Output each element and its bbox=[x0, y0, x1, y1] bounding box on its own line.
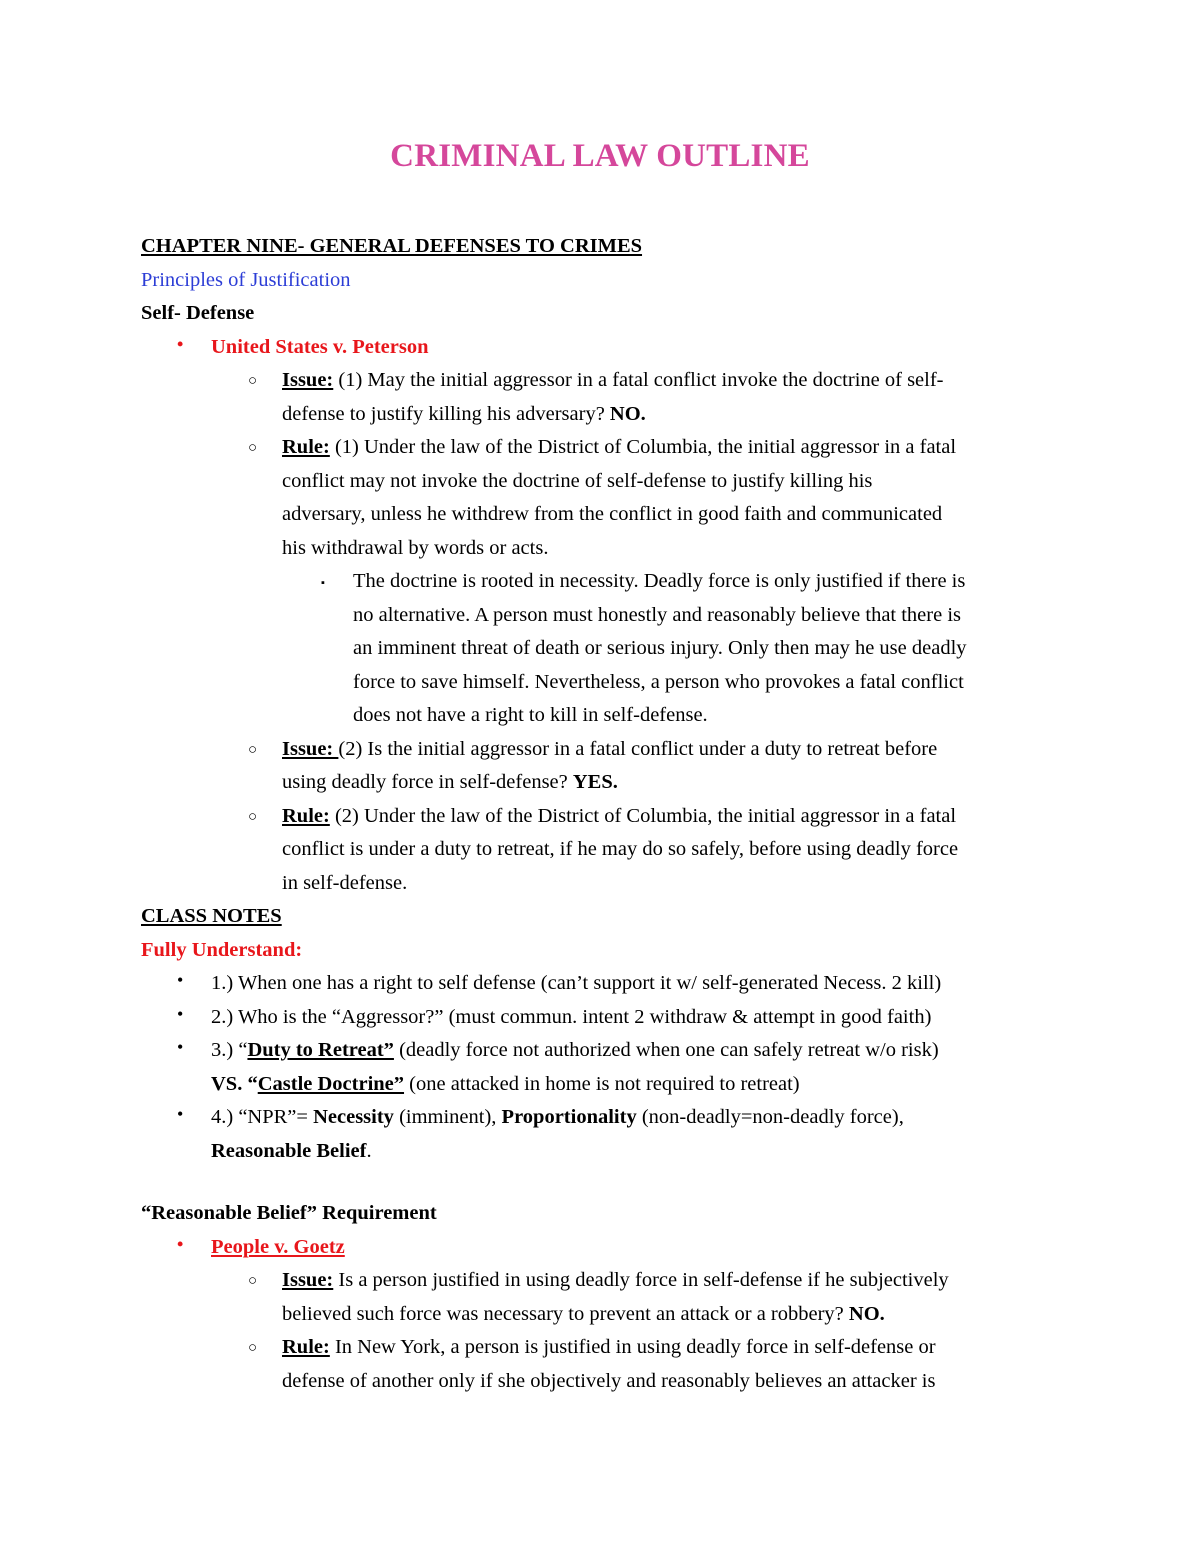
rule-2-cont: conflict is under a duty to retreat, if he may do so safely, before using deadly force bbox=[282, 838, 959, 860]
topic-heading: Self- Defense bbox=[141, 302, 255, 324]
note-line: no alternative. A person must honestly and reasonably believe that there is bbox=[353, 603, 962, 626]
goetz-issue-cont: believed such force was necessary to prevent an attack or a robbery? NO. bbox=[282, 1302, 885, 1325]
note-item-4-cont: Reasonable Belief. bbox=[211, 1139, 372, 1162]
chapter-heading: CHAPTER NINE- GENERAL DEFENSES TO CRIMES bbox=[141, 235, 643, 257]
goetz-rule-cont: defense of another only if she objectively and reasonably believes an attacker is bbox=[282, 1369, 936, 1392]
rule-1-cont: adversary, unless he withdrew from the conflict in good faith and communicated bbox=[282, 503, 943, 525]
bullet-circle-icon: ○ bbox=[248, 1340, 258, 1356]
bullet-square-icon: ▪ bbox=[321, 577, 325, 589]
issue-label: Issue: bbox=[282, 737, 339, 760]
bullet-circle-icon: ○ bbox=[248, 741, 258, 758]
issue-1: ○ Issue: (1) May the initial aggressor in a fatal conflict invoke the doctrine of self- bbox=[248, 369, 944, 391]
bullet-circle-icon: ○ bbox=[248, 808, 258, 825]
rule-label: Rule: bbox=[282, 436, 330, 458]
section-heading: Principles of Justification bbox=[141, 268, 351, 291]
bullet-dot-icon: • bbox=[177, 970, 184, 990]
class-notes-heading: CLASS NOTES bbox=[141, 905, 282, 927]
note-item-4: • 4.) “NPR”= Necessity (imminent), Proportionality (non-deadly=non-deadly force), bbox=[177, 1104, 904, 1128]
note-item-3: • 3.) “Duty to Retreat” (deadly force not authorized when one can safely retreat w/o risk) bbox=[177, 1037, 939, 1061]
bullet-dot-icon: • bbox=[177, 1003, 184, 1024]
bullet-dot-icon: • bbox=[177, 1037, 184, 1057]
note-line: ▪ The doctrine is rooted in necessity. Deadly force is only justified if there is bbox=[321, 570, 966, 592]
bullet-dot-icon: • bbox=[177, 1233, 184, 1254]
case-name-peterson: • United States v. Peterson bbox=[177, 333, 429, 358]
reasonable-belief-heading: “Reasonable Belief” Requirement bbox=[141, 1202, 437, 1224]
bullet-circle-icon: ○ bbox=[248, 440, 258, 456]
issue-label: Issue: bbox=[282, 369, 334, 391]
rule-1-cont: his withdrawal by words or acts. bbox=[282, 536, 549, 559]
bullet-circle-icon: ○ bbox=[248, 373, 258, 389]
answer: NO. bbox=[609, 402, 646, 425]
answer: NO. bbox=[848, 1302, 885, 1325]
bullet-dot-icon: • bbox=[177, 333, 184, 354]
document-body bbox=[141, 230, 1071, 1398]
bullet-circle-icon: ○ bbox=[248, 1273, 258, 1289]
note-line: force to save himself. Nevertheless, a person who provokes a fatal conflict bbox=[353, 670, 964, 693]
issue-2: ○ Issue: (2) Is the initial aggressor in a fatal conflict under a duty to retreat before bbox=[248, 737, 938, 760]
rule-label: Rule: bbox=[282, 804, 330, 827]
rule-1: ○ Rule: (1) Under the law of the District of Columbia, the initial aggressor in a fatal bbox=[248, 436, 957, 458]
rule-1-cont: conflict may not invoke the doctrine of self-defense to justify killing his bbox=[282, 469, 873, 492]
note-item-3-cont: VS. “Castle Doctrine” (one attacked in home is not required to retreat) bbox=[211, 1072, 800, 1095]
rule-2: ○ Rule: (2) Under the law of the District of Columbia, the initial aggressor in a fatal bbox=[248, 804, 957, 827]
case-name-goetz: • People v. Goetz bbox=[177, 1233, 345, 1258]
issue-label: Issue: bbox=[282, 1269, 334, 1291]
goetz-issue: ○ Issue: Is a person justified in using deadly force in self-defense if he subjectively bbox=[248, 1269, 949, 1291]
note-line: an imminent threat of death or serious injury. Only then may he use deadly bbox=[353, 637, 967, 659]
fully-understand-heading: Fully Understand: bbox=[141, 938, 303, 961]
note-line: does not have a right to kill in self-defense. bbox=[353, 704, 708, 726]
note-item-1: • 1.) When one has a right to self defense (can’t support it w/ self-generated Necess. 2 kill) bbox=[177, 970, 942, 994]
spacer bbox=[141, 1168, 1071, 1197]
issue-1-cont: defense to justify killing his adversary? NO. bbox=[282, 402, 646, 425]
issue-2-cont: using deadly force in self-defense? YES. bbox=[282, 771, 618, 793]
note-item-2: • 2.) Who is the “Aggressor?” (must commun. intent 2 withdraw & attempt in good faith) bbox=[177, 1003, 932, 1028]
rule-label: Rule: bbox=[282, 1336, 330, 1358]
rule-2-cont: in self-defense. bbox=[282, 871, 408, 894]
answer: YES. bbox=[572, 771, 618, 793]
document-title: CRIMINAL LAW OUTLINE bbox=[390, 138, 810, 174]
bullet-dot-icon: • bbox=[177, 1104, 184, 1124]
goetz-rule: ○ Rule: In New York, a person is justified in using deadly force in self-defense or bbox=[248, 1336, 936, 1358]
